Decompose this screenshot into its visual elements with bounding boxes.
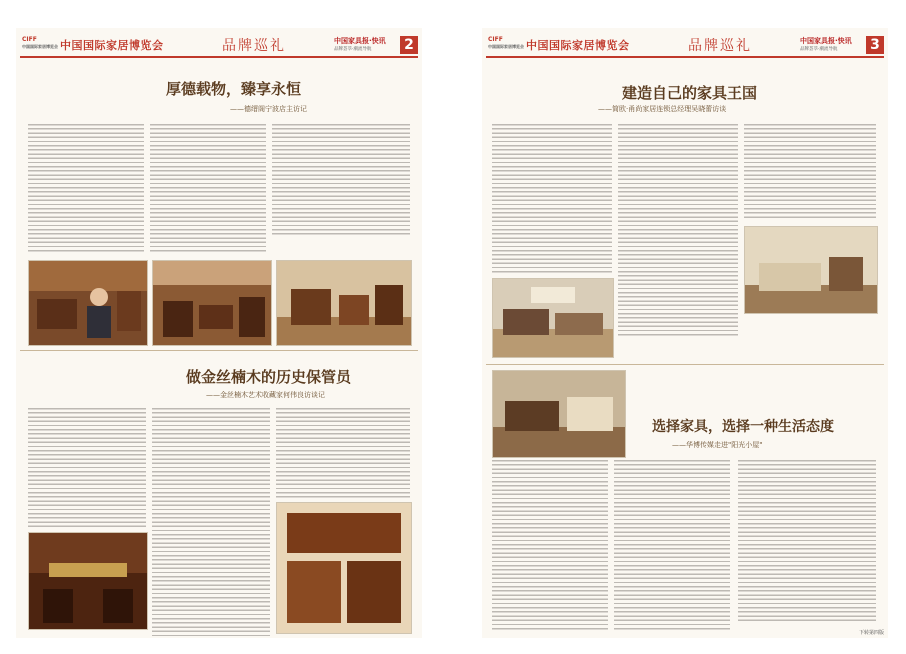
newspaper-page-left: [16, 28, 422, 638]
header-rule: [20, 56, 418, 58]
nanmu-store-photo: [28, 532, 148, 630]
masthead: [16, 34, 422, 56]
fair-name: 中国国际家居博览会: [60, 39, 164, 52]
article-subtitle: ——金丝楠木艺术收藏家何伟良访谈记: [206, 391, 325, 399]
store-owner-photo: [28, 260, 148, 346]
article-body-column: [272, 124, 410, 236]
article-title: 做金丝楠木的历史保管员: [186, 368, 352, 386]
section-title: 品牌巡礼: [222, 38, 286, 54]
newspaper-page-right: [482, 28, 888, 638]
article-body-column: [614, 460, 730, 630]
article-title: 选择家具，选择一种生活态度: [652, 419, 834, 435]
showroom-photo: [152, 260, 272, 346]
fair-logo: CIFF 中国国际家居博览会: [22, 36, 58, 49]
furniture-photo: [276, 260, 412, 346]
article-body-column: [152, 408, 270, 638]
sunshine-house-photo: [492, 370, 626, 458]
page-number: 3: [866, 36, 884, 54]
living-room-photo: [744, 226, 878, 314]
article-body-column: [744, 124, 876, 220]
article-body-column: [618, 124, 738, 338]
newspaper-slogan: 品牌荟萃·潮流导航: [800, 47, 838, 52]
article-body-column: [276, 408, 410, 498]
article-body-column: [492, 460, 608, 630]
continued-note: 下转第四版: [858, 630, 884, 636]
newspaper-slogan: 品牌荟萃·潮流导航: [334, 47, 372, 52]
article-title: 厚德载物，臻享永恒: [166, 80, 302, 98]
article-body-column: [28, 408, 146, 528]
showroom-photo: [492, 278, 614, 358]
article-divider: [486, 364, 884, 365]
newspaper-name: 中国家具报·快讯: [800, 37, 852, 45]
article-subtitle: ——华博传媒走进"阳光小屋": [672, 441, 763, 449]
article-subtitle: ——德缙阁宁波店主访记: [230, 105, 307, 113]
article-divider: [20, 350, 418, 351]
fair-logo: CIFF 中国国际家居博览会: [488, 36, 524, 49]
fair-name: 中国国际家居博览会: [526, 39, 630, 52]
article-body-column: [738, 460, 876, 624]
article-body-column: [28, 124, 144, 254]
page-number: 2: [400, 36, 418, 54]
header-rule: [486, 56, 884, 58]
article-title: 建造自己的家具王国: [622, 84, 758, 102]
article-body-column: [150, 124, 266, 254]
newspaper-name: 中国家具报·快讯: [334, 37, 386, 45]
section-title: 品牌巡礼: [688, 38, 752, 54]
article-body-column: [492, 124, 612, 274]
article-subtitle: ——简欧·甬尚家居连锁总经理吴晓蕾访谈: [598, 105, 727, 113]
masthead: [482, 34, 888, 56]
nanmu-collection-photo: [276, 502, 412, 634]
